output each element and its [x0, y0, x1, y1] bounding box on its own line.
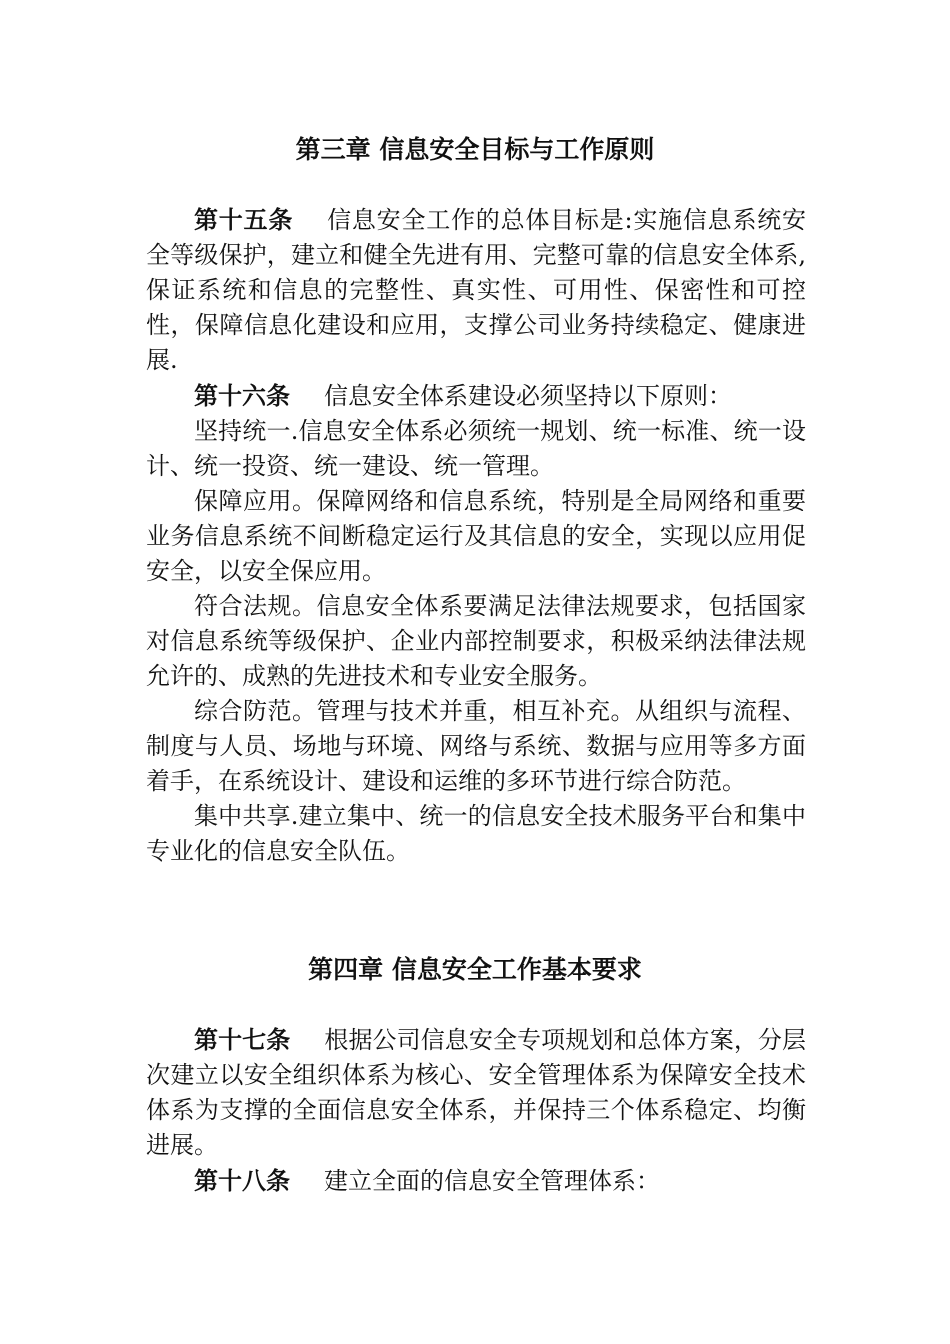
- article-16: [146, 378, 806, 414]
- article-17-label: 第十七条: [194, 1025, 291, 1054]
- principle-compliance: 符合法规。信息安全体系要满足法律法规要求，包括国家对信息系统等级保护、企业内部控制要求，积极采纳法律法规允许的、成熟的先进技术和专业安全服务。: [146, 592, 806, 690]
- article-15-text: 信息安全工作的总体目标是:实施信息系统安全等级保护，建立和健全先进有用、完整可靠的信息安全体系,保证系统和信息的完整性、真实性、可用性、保密性和可控性，保障信息化建设和应用，支撑公司业务持续稳定、健康进展.: [146, 206, 807, 374]
- principle-application: 保障应用。保障网络和信息系统，特别是全局网络和重要业务信息系统不间断稳定运行及其信息的安全，实现以应用促安全，以安全保应用。: [146, 487, 806, 585]
- article-17: [146, 1022, 806, 1163]
- principle-sharing: 集中共享.建立集中、统一的信息安全技术服务平台和集中专业化的信息安全队伍。: [146, 802, 806, 865]
- article-16-text: 信息安全体系建设必须坚持以下原则：: [324, 382, 732, 410]
- article-17-text: 根据公司信息安全专项规划和总体方案，分层次建立以安全组织体系为核心、安全管理体系为保障安全技术体系为支撑的全面信息安全体系，并保持三个体系稳定、均衡进展。: [146, 1026, 807, 1159]
- chapter-4-title: 第四章 信息安全工作基本要求: [308, 955, 642, 984]
- article-16-label: 第十六条: [194, 381, 290, 410]
- principle-unity: 坚持统一.信息安全体系必须统一规划、统一标准、统一设计、统一投资、统一建设、统一管理。: [146, 417, 806, 480]
- chapter-4-body: [146, 1022, 806, 1199]
- article-15-label: 第十五条: [194, 205, 294, 234]
- article-18-text: 建立全面的信息安全管理体系：: [324, 1167, 660, 1195]
- chapter-3-body: [146, 202, 806, 869]
- principle-prevention: 综合防范。管理与技术并重，相互补充。从组织与流程、制度与人员、场地与环境、网络与系统、数据与应用等多方面着手，在系统设计、建设和运维的多环节进行综合防范。: [146, 697, 806, 795]
- article-15: [146, 202, 806, 378]
- article-18-label: 第十八条: [194, 1166, 290, 1195]
- article-18: [146, 1163, 806, 1199]
- chapter-3-title: 第三章 信息安全目标与工作原则: [295, 135, 655, 164]
